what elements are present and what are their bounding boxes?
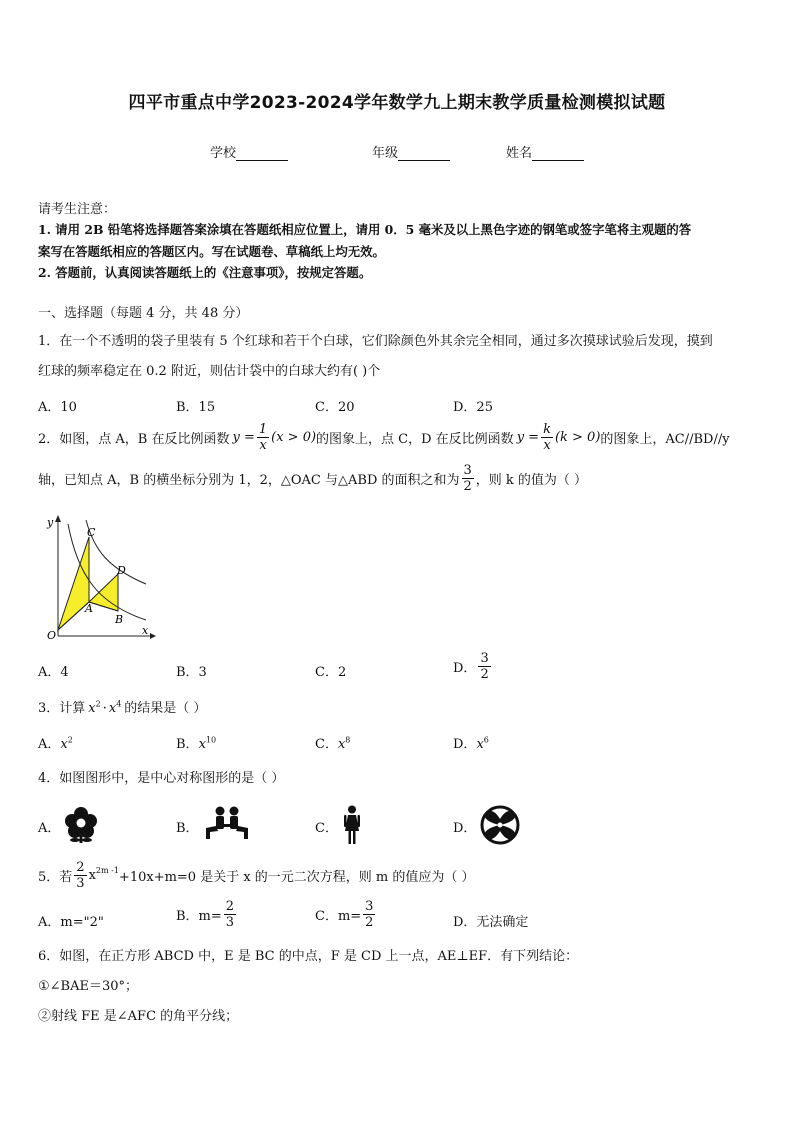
q2-mid: 的图象上，点 C，D 在反比例函数 bbox=[316, 432, 514, 447]
school-field bbox=[210, 142, 288, 161]
grade-field bbox=[372, 142, 450, 161]
notice-line1a: 1. 请用 2B 铅笔将选择题答案涂填在答题纸相应位置上，请用 0．5 毫米及以上黑色字迹的钢笔或签字笔将主观题的答 bbox=[38, 222, 692, 237]
q3-option-b: B．$x^{10}$ bbox=[176, 735, 217, 752]
q3-option-a: A．$x^2$ bbox=[38, 735, 73, 752]
name-label: 姓名 bbox=[506, 146, 533, 161]
q1-option-c: C．20 bbox=[315, 400, 355, 415]
q2-f2-lhs: y = bbox=[516, 430, 540, 445]
woman-figure-icon bbox=[342, 805, 362, 845]
label-d: D bbox=[117, 564, 126, 577]
q6-stem: 6．如图，在正方形 ABCD 中，E 是 BC 的中点，F 是 CD 上一点，AE⊥EF．有下列结论： bbox=[38, 949, 579, 964]
q2-area-fraction: $\frac{3}{2}$ bbox=[463, 463, 472, 494]
q2-option-d: D． $\frac{3}{2}$ bbox=[453, 651, 489, 682]
q4-option-c: C． bbox=[315, 821, 338, 836]
label-o: O bbox=[47, 629, 57, 642]
q2-option-c: C．2 bbox=[315, 665, 347, 680]
q4-stem: 4．如图图形中，是中心对称图形的是（ ） bbox=[38, 771, 285, 786]
q1-option-a: A．10 bbox=[38, 400, 77, 415]
circle-x-ring-icon bbox=[480, 805, 520, 845]
label-x: x bbox=[142, 624, 149, 637]
notice-heading: 请考生注意： bbox=[38, 202, 117, 217]
name-blank bbox=[532, 147, 584, 161]
q3-option-d: D．$x^6$ bbox=[453, 735, 489, 752]
notice-line2: 2. 答题前，认真阅读答题纸上的《注意事项》，按规定答题。 bbox=[38, 265, 372, 280]
label-a: A bbox=[85, 602, 93, 615]
name-field bbox=[506, 142, 584, 161]
x-axis-arrow bbox=[150, 633, 156, 639]
label-b: B bbox=[115, 613, 124, 626]
q2-line2 bbox=[38, 463, 587, 494]
q2-f1-cond: (x > 0) bbox=[271, 430, 317, 445]
label-c: C bbox=[87, 526, 96, 539]
section-heading: 一、选择题（每题 4 分，共 48 分） bbox=[38, 306, 249, 321]
q2-line2-pre: 轴，已知点 A，B 的横坐标分别为 1，2，△OAC 与△ABD 的面积之和为 bbox=[38, 473, 460, 488]
notice-line1b: 案写在答题纸相应的答题区内。写在试题卷、草稿纸上均无效。 bbox=[38, 244, 385, 259]
q2-figure bbox=[38, 512, 158, 644]
label-y: y bbox=[47, 516, 54, 529]
q6-conclusion-2: ②射线 FE 是∠AFC 的角平分线； bbox=[38, 1009, 239, 1024]
q2-option-a: A．4 bbox=[38, 665, 69, 680]
q2-line1 bbox=[38, 422, 730, 453]
triangle-abd bbox=[89, 574, 118, 611]
q5-coef-fraction: $\frac{2}{3}$ bbox=[76, 860, 85, 891]
q3-option-c: C．$x^8$ bbox=[315, 735, 351, 752]
q5-option-d: D．无法确定 bbox=[453, 915, 529, 930]
two-people-sitting-icon bbox=[204, 806, 250, 842]
q2-f1-lhs: y = bbox=[232, 430, 255, 445]
q5-option-a: A．m="2" bbox=[38, 915, 104, 930]
q5-option-b: B．m= $\frac{2}{3}$ bbox=[176, 899, 235, 930]
q1-line2: 红球的频率稳定在 0.2 附近，则估计袋中的白球大约有( )个 bbox=[38, 364, 381, 379]
q1-line1: 1．在一个不透明的袋子里装有 5 个红球和若干个白球，它们除颜色外其余完全相同，通过多次摸球试验后发现，摸到 bbox=[38, 334, 713, 349]
q4-option-a: A． bbox=[38, 821, 61, 836]
q2-line2-post: ，则 k 的值为（ ） bbox=[475, 473, 588, 488]
q2-pre: 2．如图，点 A，B 在反比例函数 bbox=[38, 432, 230, 447]
grade-blank bbox=[398, 147, 450, 161]
q2-option-b: B．3 bbox=[176, 665, 207, 680]
q5-option-c: C．m= $\frac{3}{2}$ bbox=[315, 899, 374, 930]
q2-f1-fraction: $\frac{1}{x}$ bbox=[258, 422, 268, 453]
flower-icon bbox=[64, 806, 98, 844]
q1-option-b: B．15 bbox=[176, 400, 216, 415]
q1-option-d: D．25 bbox=[453, 400, 493, 415]
q2-post: 的图象上，AC//BD//y bbox=[600, 432, 730, 447]
q3-stem: 3．计算 $x^2 \cdot x^4$ 的结果是（ ） bbox=[38, 699, 207, 716]
q6-conclusion-1: ①∠BAE＝30°； bbox=[38, 979, 139, 994]
q4-option-b: B． bbox=[176, 821, 199, 836]
school-label: 学校 bbox=[210, 146, 237, 161]
grade-label: 年级 bbox=[372, 146, 399, 161]
q4-option-d: D． bbox=[453, 821, 477, 836]
page-title: 四平市重点中学2023-2024学年数学九上期末教学质量检测模拟试题 bbox=[128, 93, 666, 113]
q2-f2-fraction: $\frac{k}{x}$ bbox=[543, 422, 551, 453]
y-axis-arrow bbox=[55, 515, 61, 522]
q5-stem: 5．若 $\frac{2}{3}$ x $^{2m -1}$ +10x+m=0 是关于 x 的一元二次方程，则 m 的值应为（ ） bbox=[38, 860, 475, 891]
school-blank bbox=[236, 147, 288, 161]
q2-f2-cond: (k > 0) bbox=[554, 430, 601, 445]
